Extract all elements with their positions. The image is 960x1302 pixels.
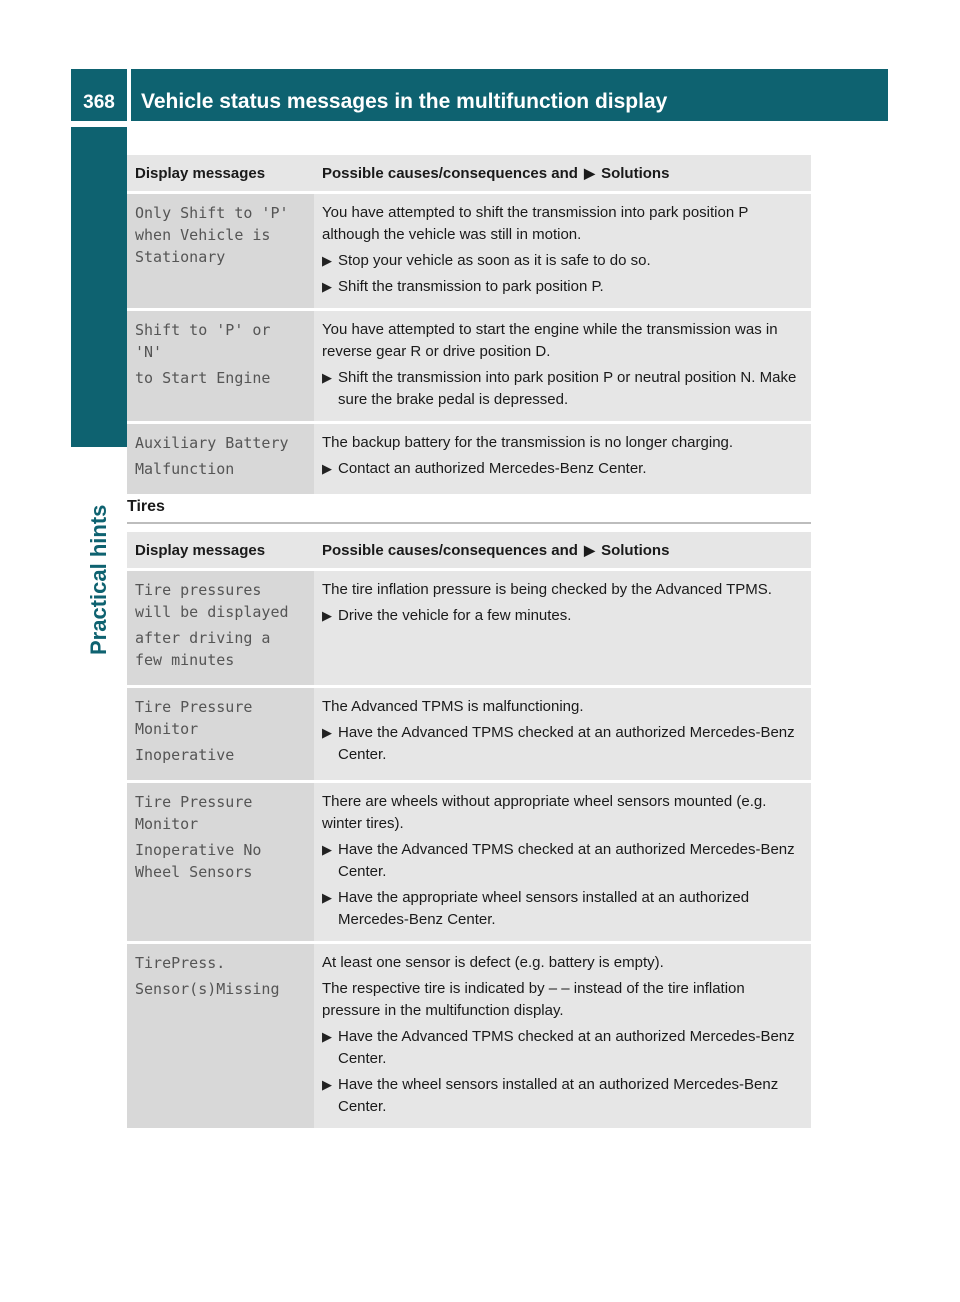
- causes-solutions-cell: [314, 783, 811, 941]
- display-message-text: TirePress.: [135, 954, 226, 972]
- causes-solutions-cell: [314, 944, 811, 1128]
- cause-text: The backup battery for the transmission is no longer charging.: [322, 434, 734, 451]
- solution-text: Have the Advanced TPMS checked at an authorized Mercedes-Benz Center.: [338, 841, 795, 880]
- page-title: Vehicle status messages in the multifunction display: [141, 90, 668, 113]
- status-table-transmission: [127, 152, 811, 497]
- column-header-causes-text: Possible causes/consequences and: [322, 541, 578, 559]
- display-message-text: Inoperative: [135, 746, 235, 764]
- display-message-text: Shift to 'P' or 'N': [135, 321, 271, 361]
- arrow-right-icon: ▶: [322, 370, 332, 385]
- arrow-right-icon: ▶: [322, 279, 332, 294]
- cause-text: You have attempted to start the engine while the transmission was in reverse gear R or drive position D.: [322, 321, 778, 360]
- causes-solutions-cell: [314, 424, 811, 494]
- status-table-tires: [127, 529, 811, 1131]
- side-label: Practical hints: [86, 504, 111, 655]
- page-number: 368: [83, 92, 115, 113]
- solution-text: Have the wheel sensors installed at an authorized Mercedes-Benz Center.: [338, 1076, 779, 1115]
- arrow-right-icon: ▶: [584, 541, 595, 558]
- solution-text: Have the appropriate wheel sensors installed at an authorized Mercedes-Benz Center.: [338, 889, 750, 928]
- arrow-right-icon: ▶: [322, 461, 332, 476]
- display-message-cell: [127, 194, 314, 308]
- column-header-solutions-text: Solutions: [601, 164, 670, 182]
- cause-text: The respective tire is indicated by – – instead of the tire inflation pressure in the multifunction display.: [322, 980, 745, 1019]
- arrow-right-icon: ▶: [322, 725, 332, 740]
- solution-text: Have the Advanced TPMS checked at an authorized Mercedes-Benz Center.: [338, 1028, 795, 1067]
- section-title-tires: Tires: [127, 498, 811, 524]
- table-row: [127, 311, 811, 421]
- solution-text: Shift the transmission to park position P.: [338, 278, 604, 295]
- display-message-text: Tire pressures will be displayed: [135, 581, 289, 621]
- arrow-right-icon: ▶: [322, 1029, 332, 1044]
- solution-step: [322, 839, 805, 883]
- column-header-causes-text: Possible causes/consequences and: [322, 164, 578, 182]
- display-message-cell: [127, 944, 314, 1128]
- solution-step: [322, 276, 805, 298]
- header-divider: [127, 69, 131, 121]
- column-header-display: Display messages: [127, 532, 314, 568]
- display-message-cell: [127, 688, 314, 780]
- side-tab: [71, 127, 127, 447]
- table-row: [127, 944, 811, 1128]
- display-message-cell: [127, 311, 314, 421]
- causes-solutions-cell: [314, 571, 811, 685]
- column-header-causes: [314, 155, 811, 191]
- display-message-text: Tire Pressure Monitor: [135, 698, 253, 738]
- cause-text: The Advanced TPMS is malfunctioning.: [322, 698, 584, 715]
- solution-text: Contact an authorized Mercedes-Benz Center.: [338, 460, 647, 477]
- display-message-text: Only Shift to 'P' when Vehicle is Stationary: [135, 204, 289, 266]
- side-label-wrap: [71, 455, 127, 655]
- solution-step: [322, 367, 805, 411]
- solution-text: Shift the transmission into park position P or neutral position N. Make sure the brake pedal is depressed.: [338, 369, 797, 408]
- column-header-display: Display messages: [127, 155, 314, 191]
- arrow-right-icon: ▶: [322, 608, 332, 623]
- solution-step: [322, 722, 805, 766]
- display-message-text: after driving a few minutes: [135, 629, 271, 669]
- table-row: [127, 783, 811, 941]
- display-message-text: to Start Engine: [135, 369, 271, 387]
- table-row: [127, 424, 811, 494]
- causes-solutions-cell: [314, 688, 811, 780]
- solution-step: [322, 1026, 805, 1070]
- table-row: [127, 194, 811, 308]
- arrow-right-icon: ▶: [322, 842, 332, 857]
- solution-step: [322, 887, 805, 931]
- solution-step: [322, 605, 805, 627]
- cause-text: There are wheels without appropriate wheel sensors mounted (e.g. winter tires).: [322, 793, 767, 832]
- display-message-cell: [127, 571, 314, 685]
- solution-step: [322, 458, 805, 480]
- causes-solutions-cell: [314, 194, 811, 308]
- cause-text: At least one sensor is defect (e.g. battery is empty).: [322, 954, 664, 971]
- solution-text: Have the Advanced TPMS checked at an authorized Mercedes-Benz Center.: [338, 724, 795, 763]
- solution-step: [322, 250, 805, 272]
- display-message-text: Inoperative No Wheel Sensors: [135, 841, 262, 881]
- causes-solutions-cell: [314, 311, 811, 421]
- display-message-cell: [127, 783, 314, 941]
- table-row: [127, 571, 811, 685]
- display-message-text: Tire Pressure Monitor: [135, 793, 253, 833]
- column-header-causes: [314, 532, 811, 568]
- solution-text: Drive the vehicle for a few minutes.: [338, 607, 572, 624]
- solution-step: [322, 1074, 805, 1118]
- arrow-right-icon: ▶: [322, 253, 332, 268]
- display-message-cell: [127, 424, 314, 494]
- column-header-solutions-text: Solutions: [601, 541, 670, 559]
- solution-text: Stop your vehicle as soon as it is safe to do so.: [338, 252, 651, 269]
- table-row: [127, 688, 811, 780]
- cause-text: The tire inflation pressure is being checked by the Advanced TPMS.: [322, 581, 772, 598]
- cause-text: You have attempted to shift the transmission into park position P although the vehicle was still in motion.: [322, 204, 749, 243]
- arrow-right-icon: ▶: [584, 164, 595, 181]
- display-message-text: Auxiliary Battery: [135, 434, 289, 452]
- display-message-text: Sensor(s)Missing: [135, 980, 280, 998]
- arrow-right-icon: ▶: [322, 1077, 332, 1092]
- arrow-right-icon: ▶: [322, 890, 332, 905]
- display-message-text: Malfunction: [135, 460, 235, 478]
